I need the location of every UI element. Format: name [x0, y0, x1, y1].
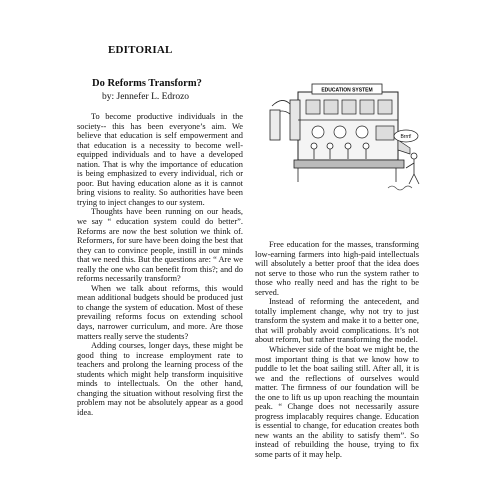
paragraph: Whichever side of the boat we might be, the most important thing is that we know how to puddle to let the boat sailing still. After all, it is we and the reflections of ourselves would matter. The firmness of our foundation will be the one to lift us up upon reaching the mountain peak. “ Change does not necessarily assure progress implacably requires change. Education is essential to change, for education creates both new wants an the ability to satisfy them”. So instead of rebuilding the house, trying to fix some parts of it may help.: [255, 345, 419, 460]
article-byline: by: Jennefer L. Edrozo: [102, 92, 190, 102]
paragraph: Adding courses, longer days, these might be good thing to increase employment rate to teachers and prolong the learning process of the students which might help transform inquisitive minds to intellectuals. On the other hand, changing the situation without resolving first the problem may not be absolutely appear as a good idea.: [77, 341, 243, 417]
editorial-heading: EDITORIAL: [108, 44, 173, 56]
paragraph: When we talk about reforms, this would mean additional budgets should be produced just to change the system of education. Most of these prevailing reforms focus on extending school days, narrower curriculum, and more. Are those matters really serve the students?: [77, 283, 243, 341]
education-system-machine-cartoon: [268, 70, 423, 200]
paragraph: To become productive individuals in the society-- this has been everyone’s aim. We believe that education is self empowerment and that education is a necessity to become well-equipped individuals and to have a developed nation. That is why the importance of education is being emphasized to every individual, rich or poor. But having education alone as it is cannot bring visions to reality. So authorities have been trying to inject changes to our system.: [77, 112, 243, 207]
cartoon-sign: EDUCATION SYSTEM: [321, 87, 373, 94]
cartoon-bubble: Brrrt!: [400, 134, 412, 140]
left-column: [77, 112, 243, 418]
paragraph: Free education for the masses, transforming low-earning farmers into high-paid intellectuals will absolutely a better proof that the idea does not serve to those who run the system rather to those who really need and has the right to be served.: [255, 240, 419, 297]
paragraph: Thoughts have been running on our heads, we say “ education system could do better”. Reforms are now the best solution we think of. Reformers, for sure have been doing the best that they can to convince people, instill in our minds that we need this. But the questions are: “ Are we really the one who can benefit from this?; and do reforms necessarily transform?: [77, 207, 243, 284]
article-title: Do Reforms Transform?: [92, 78, 202, 89]
paragraph: Instead of reforming the antecedent, and totally implement change, why not try to just transform the system and make it to a better one, that will probably avoid complications. It’s not about reform, but rather transforming the model.: [255, 297, 419, 345]
right-column: [255, 240, 419, 460]
